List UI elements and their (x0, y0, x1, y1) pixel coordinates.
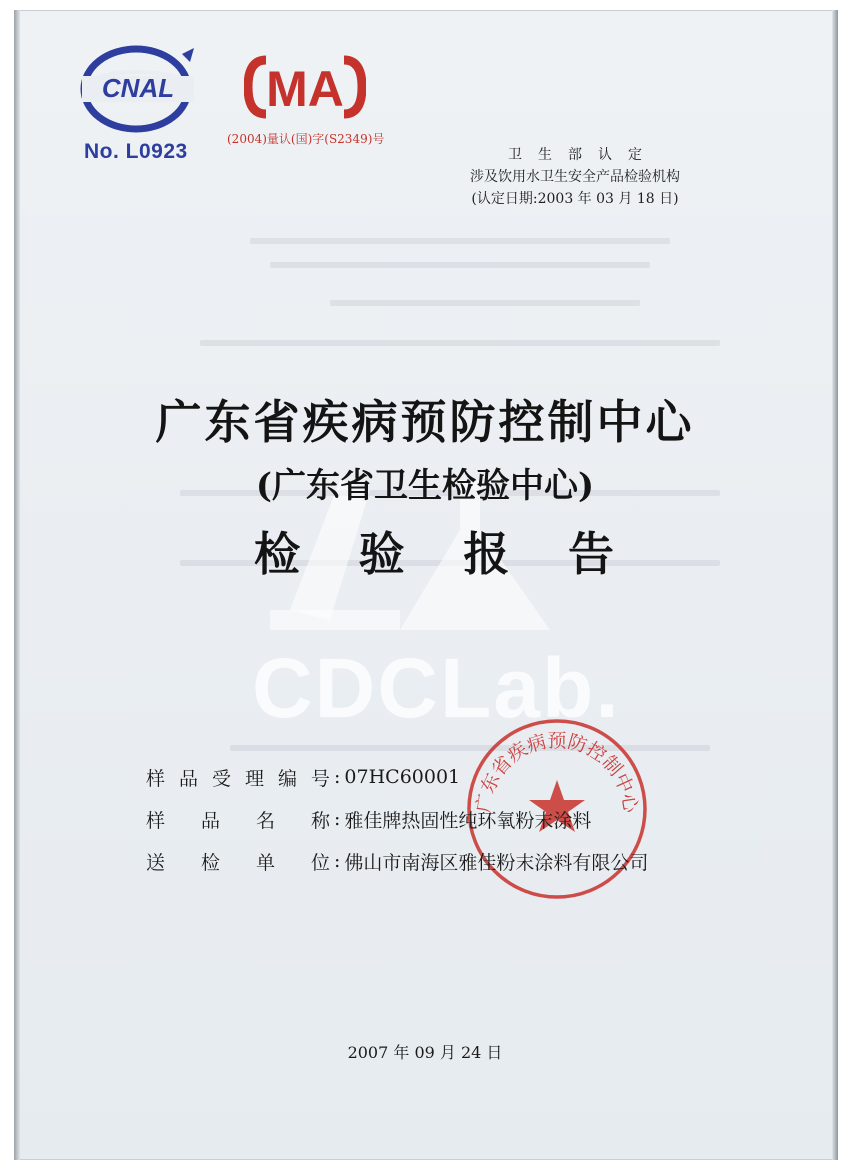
field-row-submitter (146, 840, 648, 882)
sample-info (146, 756, 648, 882)
page-title: 广东省疾病预防控制中心 (155, 395, 695, 449)
field-value-sample-name: 雅佳牌热固性纯环氧粉末涂料 (344, 809, 592, 832)
label-char: 样 (146, 767, 166, 790)
label-char: 理 (244, 767, 264, 790)
label-char: 检 (200, 851, 220, 874)
authority-line-2: 涉及饮用水卫生安全产品检验机构 (470, 169, 680, 185)
cnal-number: No. L0923 (84, 140, 188, 163)
cnal-logo-text: CNAL (101, 73, 175, 103)
label-char: 样 (146, 809, 166, 832)
field-value-sample-id: 07HC60001 (344, 766, 461, 788)
page-subtitle: (广东省卫生检验中心) (255, 466, 595, 506)
label-char: 受 (211, 767, 231, 790)
report-heading (254, 518, 614, 584)
field-label (146, 764, 334, 791)
authority-line-1: 卫生部认定 (508, 147, 658, 163)
show-through-line (200, 340, 720, 346)
cma-caption: (2004)量认(国)字(S2349)号 (227, 132, 385, 146)
label-char: 送 (146, 851, 166, 874)
label-char: 品 (178, 767, 198, 790)
report-heading-char: 验 (358, 527, 405, 581)
authority-block (440, 144, 710, 210)
cma-logo (244, 54, 366, 120)
seal-text: 广东省疾病预防控制中心 (472, 729, 642, 815)
field-label (146, 848, 334, 875)
label-char: 号 (310, 767, 330, 790)
label-char: 品 (200, 809, 220, 832)
show-through-line (270, 262, 650, 268)
report-date: 2007 年 09 月 24 日 (347, 1043, 503, 1062)
label-char: 位 (310, 851, 330, 874)
label-char: 编 (277, 767, 297, 790)
paper-edge-right (832, 10, 838, 1160)
report-heading-char: 检 (254, 527, 300, 581)
label-char: 称 (310, 809, 330, 832)
authority-line-3: (认定日期:2003 年 03 月 18 日) (471, 191, 679, 207)
cdclab-watermark-text: CDCLab. (252, 641, 621, 735)
show-through-line (250, 238, 670, 244)
field-colon: : (334, 766, 341, 788)
field-row-sample-id (146, 756, 648, 798)
report-heading-char: 告 (567, 527, 614, 581)
report-heading-char: 报 (463, 527, 510, 581)
field-colon: : (334, 808, 341, 830)
field-row-sample-name (146, 798, 648, 840)
cnal-logo (78, 42, 198, 136)
field-colon: : (334, 850, 341, 872)
show-through-line (330, 300, 640, 306)
cma-logo-text: MA (266, 61, 344, 117)
paper-edge-left (14, 10, 20, 1160)
label-char: 单 (255, 851, 275, 874)
label-char: 名 (255, 809, 275, 832)
field-value-submitter: 佛山市南海区雅佳粉末涂料有限公司 (344, 851, 649, 874)
field-label (146, 806, 334, 833)
